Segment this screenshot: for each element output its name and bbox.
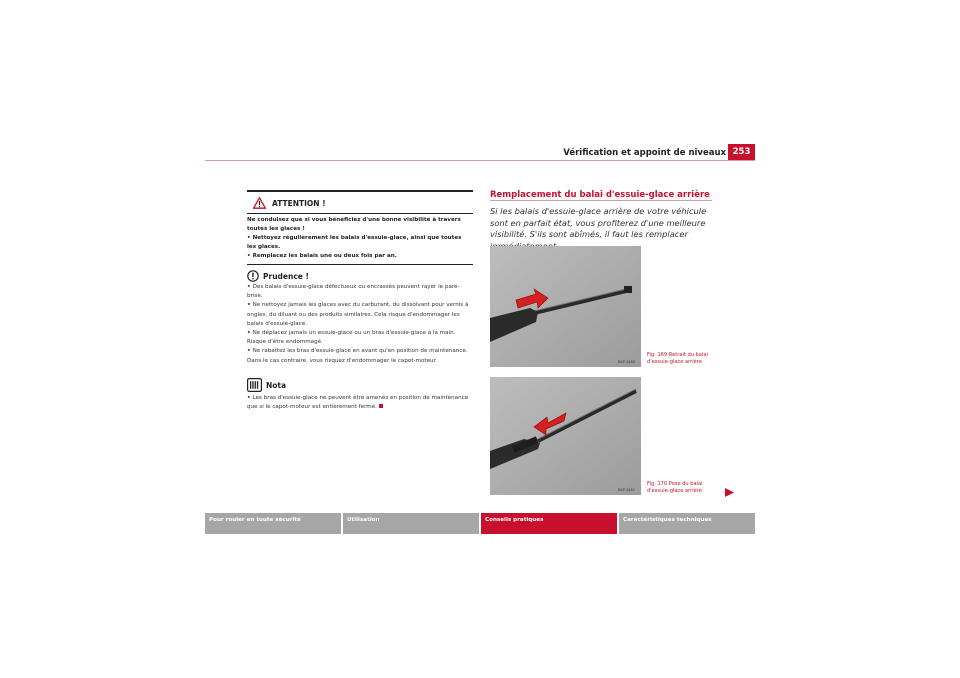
warning-item: • Remplacez les balais une ou deux fois par an. <box>247 253 397 259</box>
section-title-divider <box>490 200 712 201</box>
caution-item: • Ne rabattez les bras d'essuie-glace en avant qu'en position de maintenance. Dans le cas contraire, vous risquez d'endommager le capot-moteur. <box>247 348 468 364</box>
warning-title: ATTENTION ! <box>272 198 326 208</box>
section-title: Remplacement du balai d'essuie-glace arrière <box>490 190 710 200</box>
continue-arrow-icon[interactable] <box>725 488 734 497</box>
page-header-title: Vérification et appoint de niveaux <box>563 148 726 158</box>
warning-divider <box>247 213 473 214</box>
figure-id: B5P-0480 <box>618 360 635 364</box>
bullet-icon: • <box>247 235 251 241</box>
note-header <box>247 378 475 392</box>
warning-header <box>253 196 473 210</box>
footer-tab-technical-data[interactable]: Caractéristiques techniques <box>619 513 755 534</box>
bullet-icon: • <box>247 253 251 259</box>
figure-170-caption: Fig. 170 Pose du balai d'essuie-glace arrière <box>647 481 703 494</box>
wiper-installation-illustration <box>490 377 641 495</box>
footer-tab-practical-tips[interactable]: Conseils pratiques <box>481 513 617 534</box>
note-section <box>247 378 475 412</box>
info-note-icon <box>247 378 262 392</box>
figure-id: B5P-0481 <box>618 488 635 492</box>
bullet-icon: • <box>247 395 251 401</box>
caution-item: • Ne déplacez jamais un essuie-glace ou un bras d'essuie-glace à la main. Risque d'être endommagé. <box>247 330 456 346</box>
caution-title: Prudence ! <box>263 271 309 281</box>
section-intro: Si les balais d'essuie-glace arrière de votre véhicule sont en parfait état, vous profiterez d'une meilleure visibilité. S'ils sont abîmés, il faut les remplacer <box>490 206 707 239</box>
figure-169 <box>490 246 641 367</box>
caution-header <box>247 270 475 282</box>
figure-169-caption: Fig. 169 Retrait du balai d'essuie-glace arrière <box>647 352 708 365</box>
caution-item: • Ne nettoyez jamais les glaces avec du carburant, du dissolvant pour vernis à ongles, du diluant ou des produits similaires. Cela risque d'endommager les balais d'essuie-glace. <box>247 302 469 327</box>
note-text <box>247 394 475 412</box>
warning-text <box>247 216 473 261</box>
warning-item: Ne conduisez que si vous bénéficiez d'une bonne visibilité à travers toutes les glaces ! <box>247 217 461 232</box>
end-square-icon <box>379 404 383 408</box>
bullet-icon: • <box>247 302 251 309</box>
warning-item: • Nettoyez régulièrement les balais d'essuie-glace, ainsi que toutes les glaces. <box>247 235 462 250</box>
bullet-icon: • <box>247 348 251 355</box>
bullet-icon: • <box>247 330 251 337</box>
wiper-removal-illustration <box>490 246 641 367</box>
warning-box <box>247 190 473 265</box>
page-number: 253 <box>728 144 755 161</box>
figure-170 <box>490 377 641 495</box>
bullet-icon: • <box>247 284 251 290</box>
caution-icon <box>247 270 259 282</box>
footer-tab-safety[interactable]: Pour rouler en toute sécurité <box>205 513 341 534</box>
note-title: Nota <box>266 380 287 390</box>
footer-tab-operation[interactable]: Utilisation <box>343 513 479 534</box>
caution-item: • Des balais d'essuie-glace défectueux ou encrassés peuvent rayer le pare-brise. <box>247 284 460 300</box>
header-divider <box>205 160 755 161</box>
warning-triangle-icon <box>253 197 266 209</box>
note-item: • Les bras d'essuie-glace ne peuvent être amenés en position de maintenance que si le capot-moteur est entièrement fermé. <box>247 395 469 411</box>
caution-section <box>247 270 475 366</box>
footer-nav <box>205 513 755 534</box>
caution-text <box>247 283 475 366</box>
